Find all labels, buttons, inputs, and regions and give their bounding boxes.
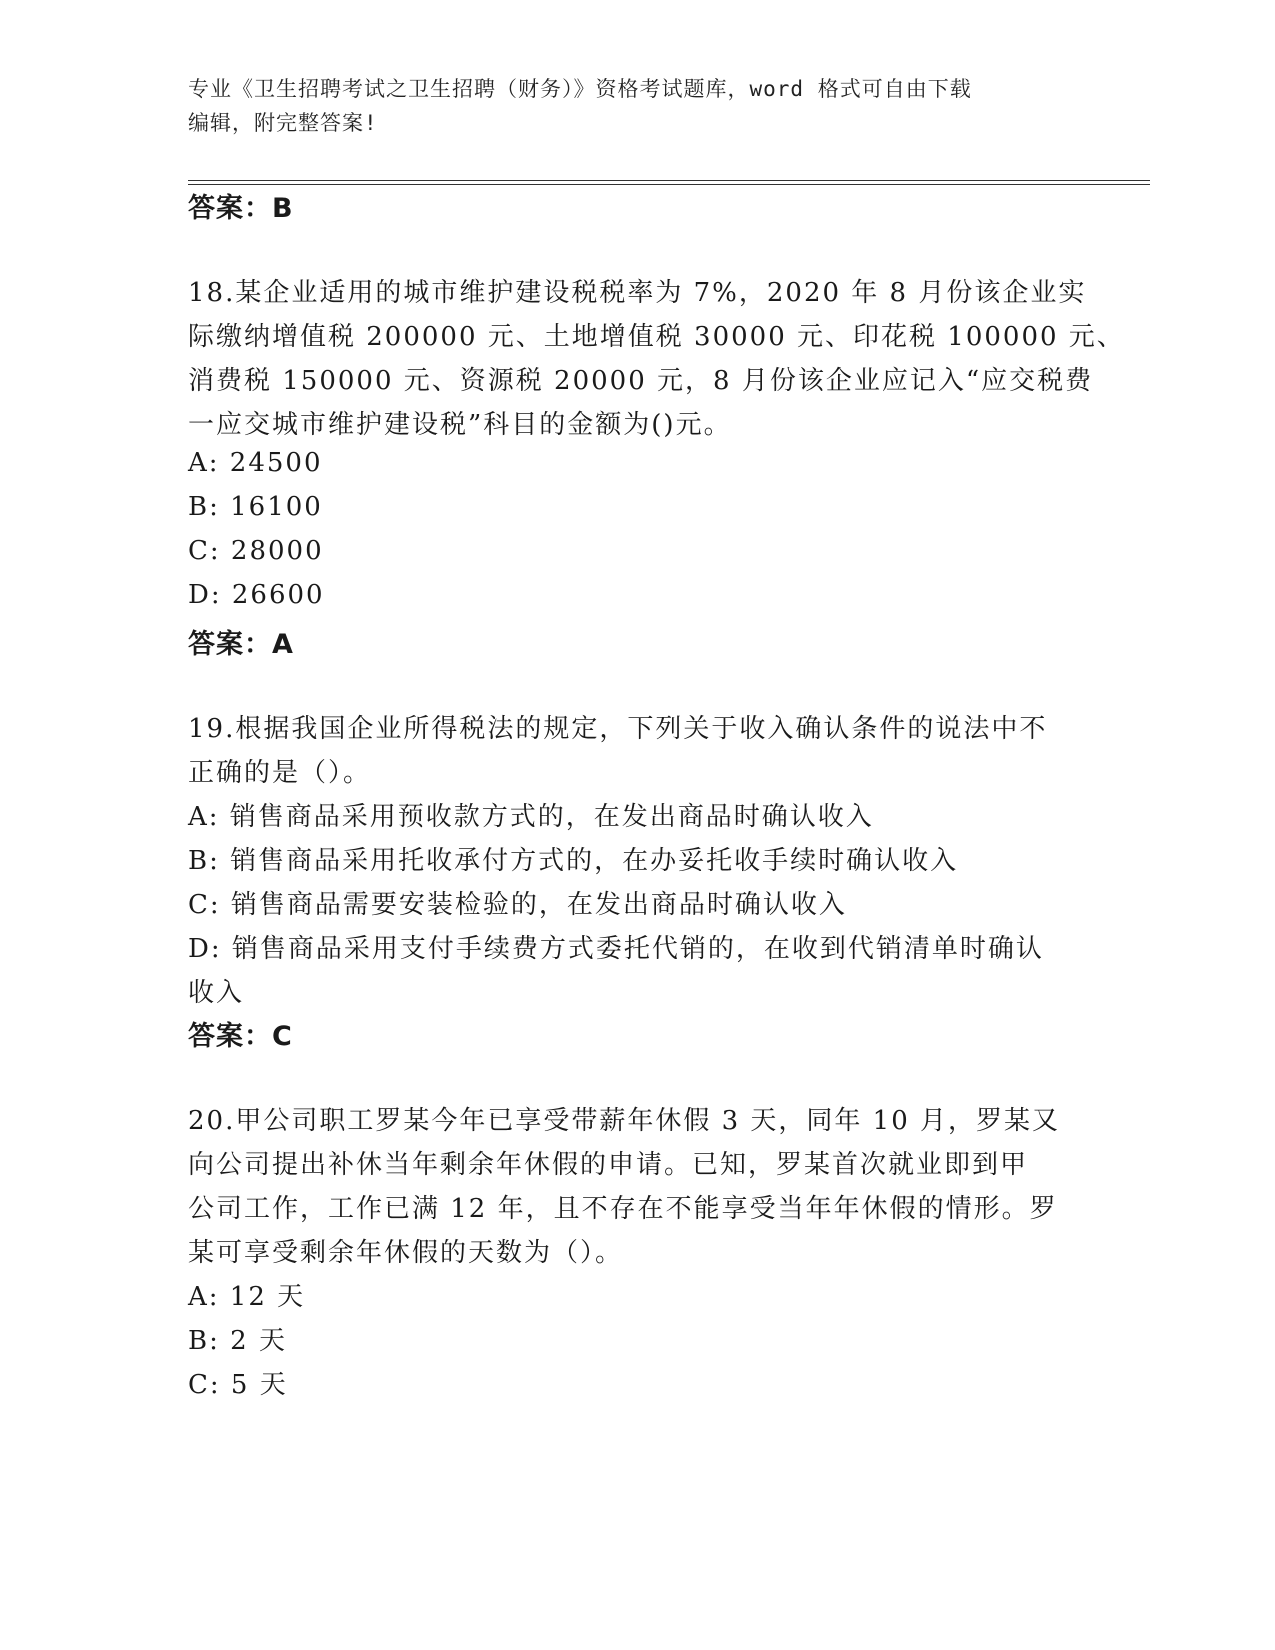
q18-stem-line-1: 18.某企业适用的城市维护建设税税率为 7%，2020 年 8 月份该企业实 bbox=[188, 278, 1087, 308]
q20-option-c: C: 5 天 bbox=[188, 1370, 288, 1400]
q18-option-c: C: 28000 bbox=[188, 536, 324, 566]
q18-answer: 答案：A bbox=[188, 629, 294, 660]
q19-option-d: D: 销售商品采用支付手续费方式委托代销的，在收到代销清单时确认 bbox=[188, 934, 1044, 964]
q19-option-a: A: 销售商品采用预收款方式的，在发出商品时确认收入 bbox=[188, 802, 874, 832]
q18-option-b: B: 16100 bbox=[188, 492, 323, 522]
q18-option-a: A: 24500 bbox=[188, 448, 323, 478]
header-line-2: 编辑，附完整答案! bbox=[188, 111, 378, 135]
previous-answer: 答案：B bbox=[188, 193, 294, 224]
q18-stem-line-4: 一应交城市维护建设税”科目的金额为()元。 bbox=[188, 410, 732, 440]
header-line-1: 专业《卫生招聘考试之卫生招聘（财务）》资格考试题库，word 格式可自由下载 bbox=[188, 77, 972, 101]
q19-option-d-continued: 收入 bbox=[188, 978, 245, 1008]
q19-option-b: B: 销售商品采用托收承付方式的，在办妥托收手续时确认收入 bbox=[188, 846, 959, 876]
header-divider-top bbox=[188, 180, 1150, 181]
q20-stem-line-4: 某可享受剩余年休假的天数为（）。 bbox=[188, 1238, 624, 1268]
q18-stem-line-3: 消费税 150000 元、资源税 20000 元，8 月份该企业应记入“应交税费 bbox=[188, 366, 1094, 396]
q19-stem-line-2: 正确的是（）。 bbox=[188, 758, 372, 788]
q20-option-b: B: 2 天 bbox=[188, 1326, 287, 1356]
header-divider-bottom bbox=[188, 184, 1150, 185]
page-header bbox=[188, 72, 1088, 140]
q19-stem-line-1: 19.根据我国企业所得税法的规定，下列关于收入确认条件的说法中不 bbox=[188, 714, 1048, 744]
q20-stem-line-3: 公司工作，工作已满 12 年，且不存在不能享受当年年休假的情形。罗 bbox=[188, 1194, 1058, 1224]
q19-answer: 答案：C bbox=[188, 1021, 293, 1052]
q20-stem-line-1: 20.甲公司职工罗某今年已享受带薪年休假 3 天，同年 10 月，罗某又 bbox=[188, 1106, 1061, 1136]
q18-option-d: D: 26600 bbox=[188, 580, 325, 610]
q19-option-c: C: 销售商品需要安装检验的，在发出商品时确认收入 bbox=[188, 890, 847, 920]
q20-stem-line-2: 向公司提出补休当年剩余年休假的申请。已知，罗某首次就业即到甲 bbox=[188, 1150, 1029, 1180]
q18-stem-line-2: 际缴纳增值税 200000 元、土地增值税 30000 元、印花税 100000 元、 bbox=[188, 322, 1125, 352]
q20-option-a: A: 12 天 bbox=[188, 1282, 306, 1312]
